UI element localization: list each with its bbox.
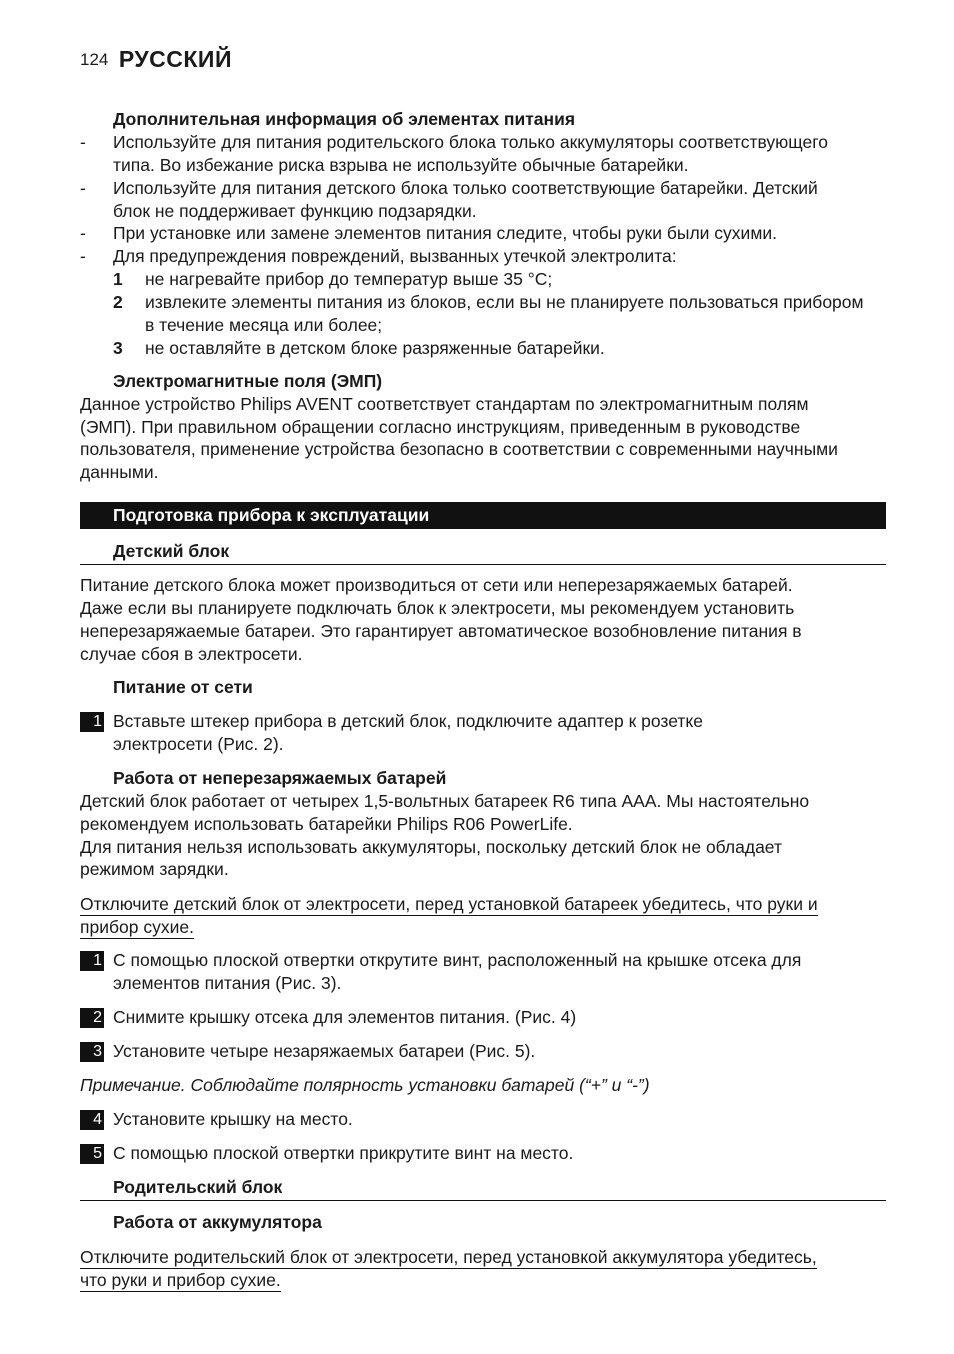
bullet-1-line-2: типа. Во избежание риска взрыва не используйте обычные батарейки. (113, 155, 689, 175)
section-title: Подготовка прибора к эксплуатации (113, 505, 430, 525)
bullet-dash: - (80, 246, 86, 266)
numbered-item-2-line-1: извлеките элементы питания из блоков, если вы не планируете пользоваться прибором (145, 292, 864, 312)
mains-heading: Питание от сети (113, 677, 253, 697)
batteries-warning-line-2 (80, 916, 194, 939)
section-title-bar (80, 502, 886, 529)
parent-warning-line-1 (80, 1246, 817, 1269)
list-number: 1 (113, 269, 123, 289)
heading-rule (80, 1200, 886, 1201)
page-header (80, 46, 232, 76)
batteries-warning-line-1 (80, 893, 818, 916)
bullet-dash: - (80, 178, 86, 198)
parent-warning-line-2 (80, 1269, 281, 1292)
bullet-4-line-1: Для предупреждения повреждений, вызванных утечкой электролита: (113, 246, 677, 266)
parent-unit-heading: Родительский блок (113, 1177, 283, 1197)
step-number-box: 5 (80, 1144, 104, 1164)
batteries-line-2: рекомендуем использовать батарейки Philips R06 PowerLife. (80, 814, 573, 834)
emf-line-1: Данное устройство Philips AVENT соответствует стандартам по электромагнитным полям (80, 394, 809, 414)
battery-step-4: Установите крышку на место. (113, 1109, 353, 1129)
emf-line-2: (ЭМП). При правильном обращении согласно инструкциям, приведенным в руководстве (80, 417, 801, 437)
emf-heading: Электромагнитные поля (ЭМП) (113, 371, 383, 391)
batteries-line-4: режимом зарядки. (80, 859, 229, 879)
bullet-dash: - (80, 132, 86, 152)
battery-step-1-line-2: элементов питания (Рис. 3). (113, 973, 342, 993)
warning-text: что руки и прибор сухие. (80, 1270, 281, 1290)
warning-text: Отключите родительский блок от электросети, перед установкой аккумулятора убедитесь, (80, 1247, 817, 1267)
batteries-line-1: Детский блок работает от четырех 1,5-вольтных батареек R6 типа AAA. Мы настоятельно (80, 791, 810, 811)
battery-step-5: С помощью плоской отвертки прикрутите винт на место. (113, 1143, 574, 1163)
heading-rule (80, 564, 886, 565)
baby-unit-line-1: Питание детского блока может производиться от сети или неперезаряжаемых батарей. (80, 575, 793, 595)
bullet-3-line-1: При установке или замене элементов питания следите, чтобы руки были сухими. (113, 223, 777, 243)
bullet-2-line-2: блок не поддерживает функцию подзарядки. (113, 201, 477, 221)
warning-text: Отключите детский блок от электросети, перед установкой батареек убедитесь, что руки и (80, 894, 818, 914)
numbered-item-1: не нагревайте прибор до температур выше 35 °C; (145, 269, 553, 289)
list-number: 3 (113, 338, 123, 358)
accumulator-heading: Работа от аккумулятора (113, 1212, 322, 1232)
bullet-dash: - (80, 223, 86, 243)
numbered-item-3: не оставляйте в детском блоке разряженные батарейки. (145, 338, 605, 358)
numbered-item-2-line-2: в течение месяца или более; (145, 315, 383, 335)
step-number-box: 1 (80, 712, 104, 732)
step-number-box: 4 (80, 1110, 104, 1130)
batteries-line-3: Для питания нельзя использовать аккумуляторы, поскольку детский блок не обладает (80, 837, 782, 857)
baby-unit-line-4: случае сбоя в электросети. (80, 644, 303, 664)
step-number-box: 3 (80, 1042, 104, 1062)
page-language-title: РУССКИЙ (118, 46, 232, 72)
bullet-2-line-1: Используйте для питания детского блока только соответствующие батарейки. Детский (113, 178, 818, 198)
baby-unit-line-2: Даже если вы планируете подключать блок к электросети, мы рекомендуем установить (80, 598, 795, 618)
baby-unit-heading: Детский блок (113, 541, 230, 561)
mains-step-1-line-1: Вставьте штекер прибора в детский блок, подключите адаптер к розетке (113, 711, 704, 731)
battery-info-heading: Дополнительная информация об элементах питания (113, 109, 576, 129)
baby-unit-line-3: неперезаряжаемые батареи. Это гарантирует автоматическое возобновление питания в (80, 621, 802, 641)
battery-step-2: Снимите крышку отсека для элементов питания. (Рис. 4) (113, 1007, 577, 1027)
emf-line-3: пользователя, применение устройства безопасно в соответствии с современными научными (80, 439, 838, 459)
bullet-1-line-1: Используйте для питания родительского блока только аккумуляторы соответствующего (113, 132, 828, 152)
step-number-box: 2 (80, 1008, 104, 1028)
warning-text: прибор сухие. (80, 917, 194, 937)
page-number: 124 (80, 50, 109, 69)
mains-step-1-line-2: электросети (Рис. 2). (113, 734, 284, 754)
list-number: 2 (113, 292, 123, 312)
polarity-note: Примечание. Соблюдайте полярность установки батарей (“+” и “-”) (80, 1075, 650, 1095)
emf-line-4: данными. (80, 462, 159, 482)
battery-step-3: Установите четыре незаряжаемых батареи (Рис. 5). (113, 1041, 536, 1061)
batteries-heading: Работа от неперезаряжаемых батарей (113, 768, 447, 788)
battery-step-1-line-1: С помощью плоской отвертки открутите винт, расположенный на крышке отсека для (113, 950, 802, 970)
step-number-box: 1 (80, 951, 104, 971)
